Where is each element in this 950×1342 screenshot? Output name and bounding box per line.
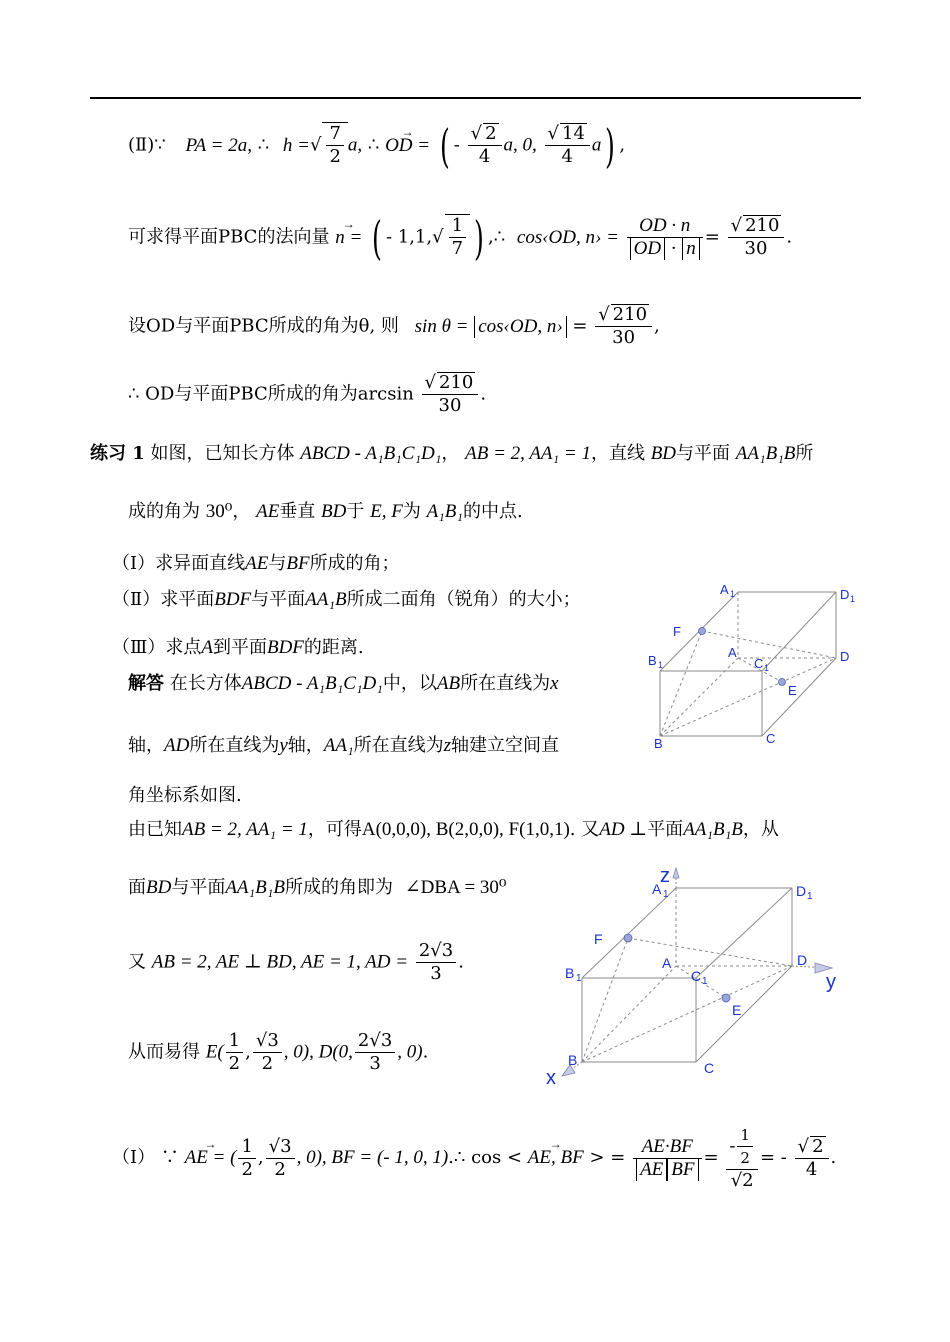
- svg-text:C: C: [754, 656, 764, 671]
- solution-head: 解答: [128, 673, 164, 694]
- exercise-line1: [90, 442, 813, 466]
- ad-den: 3: [430, 963, 442, 984]
- sqrt14: 14: [562, 123, 585, 144]
- s6: 轴，: [287, 735, 324, 756]
- frac-num: 1: [226, 1030, 243, 1053]
- ae-vec: → AE = (: [185, 1146, 237, 1170]
- part2-line: (Ⅱ)∵ PA = 2a, ∴ h =√ $\frac{7}{2}$ a, ∴ → OD = ( - $\frac{√ 2}{4}$ a, 0, $\frac{√ 14}{4}$ a) ,: [128, 122, 625, 182]
- s11: ，可得: [307, 819, 362, 840]
- cond2: AB = 2, AE ⊥ BD, AE = 1, AD =: [151, 951, 409, 973]
- n-vector-label: → n =: [335, 226, 362, 250]
- therefore: .∴ cos <: [448, 1147, 523, 1168]
- q-label: （Ⅱ）求平面: [112, 589, 215, 610]
- sep: ，: [441, 443, 460, 464]
- sqrt210: 210: [612, 304, 648, 325]
- svg-text:A: A: [662, 955, 672, 971]
- angle-line: 设OD与平面PBC所成的角为θ, 则 sin θ = cos‹OD, n› = $\frac{√ 210}{30}$ ,: [128, 304, 660, 348]
- condition: AB = 2, AA₁ = 1: [465, 443, 591, 464]
- od-mid: a, 0,: [503, 134, 537, 156]
- q-m1: A: [201, 637, 213, 658]
- cos-label: cos‹OD, n› =: [516, 226, 619, 248]
- ae: AE: [256, 501, 280, 522]
- solution-line4: [128, 818, 779, 842]
- q-m2: BDF: [266, 637, 304, 658]
- svg-text:1: 1: [576, 973, 582, 984]
- ad: AD: [164, 735, 190, 756]
- t10: 为: [402, 501, 421, 522]
- bd2: BD: [321, 501, 347, 522]
- final-line: （Ⅰ） ∵ → AE = ( $\frac{1}{2}$ , $\frac{√3}{2}$ , 0), BF = (- 1, 0, 1).∴ cos < → AE, BF > = $\frac{AE\cdot BF}{\text{AE BF}}$ = - $\frac{1}{2}$ √2 = - $\frac{√ 2}{4}$ .: [112, 1124, 836, 1192]
- frac-den: 2: [241, 1158, 253, 1180]
- box: ABCD - A₁B₁C₁D₁: [241, 673, 383, 694]
- svg-text:1: 1: [658, 660, 664, 670]
- t4: 与平面: [676, 443, 731, 464]
- dot-product: AE·BF: [633, 1136, 701, 1159]
- svg-text:B: B: [565, 965, 575, 981]
- s17: 所成的角即为: [284, 877, 393, 898]
- q-end: 的距离.: [303, 637, 364, 658]
- part-label: (Ⅱ): [128, 134, 155, 156]
- s13: 平面: [647, 819, 684, 840]
- q-end: 所成二面角（锐角）的大小；: [346, 589, 581, 610]
- q-m2: AA₁B: [305, 589, 347, 610]
- t5: 所: [795, 443, 814, 464]
- sqrt210: 210: [745, 215, 780, 236]
- abs-od: OD: [630, 238, 665, 260]
- s15: 面: [128, 877, 146, 898]
- sqrt210: 210: [439, 372, 474, 393]
- comma: ,: [619, 134, 626, 156]
- plane: AA₁B₁B: [683, 819, 743, 840]
- svg-text:F: F: [594, 931, 603, 947]
- vecs: → AE, BF: [528, 1146, 584, 1170]
- t11: 的中点.: [463, 501, 523, 522]
- svg-text:D: D: [796, 883, 807, 899]
- s16: 与平面: [171, 877, 226, 898]
- d-post: , 0): [397, 1041, 423, 1063]
- s2: 中，以: [382, 673, 437, 694]
- svg-text:C: C: [704, 1060, 715, 1076]
- dot: .: [830, 1147, 837, 1168]
- s3: 所在直线为: [460, 673, 551, 694]
- degree: 30⁰: [205, 501, 233, 522]
- bd: BD: [146, 877, 172, 898]
- frac-den: 2: [274, 1158, 286, 1180]
- svg-text:x: x: [546, 1067, 556, 1089]
- h-den: 2: [329, 146, 341, 167]
- den-4a: 4: [478, 146, 491, 167]
- abs-ae: AE: [636, 1159, 667, 1181]
- coordinate-diagram-bottom: [540, 862, 850, 1092]
- frac-num: √3: [253, 1030, 282, 1053]
- svg-text:1: 1: [730, 589, 736, 599]
- t8: 垂直: [279, 501, 316, 522]
- s5: 所在直线为: [189, 735, 280, 756]
- header-rule: [90, 97, 861, 99]
- exercise-title: 练习 1: [90, 443, 145, 464]
- frac-one: 1: [449, 215, 466, 238]
- t6: 成的角为: [128, 501, 200, 522]
- solution-line1: [128, 672, 559, 696]
- question-3: [112, 636, 364, 660]
- q-m1: BDF: [214, 589, 252, 610]
- two: 2: [740, 1149, 750, 1167]
- left-paren: (: [439, 118, 450, 173]
- y: y: [279, 735, 288, 756]
- od-after: a: [591, 134, 602, 156]
- q-label: （Ⅲ）求点: [112, 637, 202, 658]
- q-mid: 与平面: [251, 589, 306, 610]
- den-30: 30: [744, 238, 768, 259]
- therefore-symbol-2: ∴: [367, 134, 380, 156]
- frac-den: 3: [369, 1053, 381, 1074]
- svg-text:B: B: [568, 1052, 578, 1068]
- svg-text:D: D: [840, 649, 850, 664]
- frac-den: 2: [228, 1053, 241, 1074]
- svg-text:C: C: [691, 968, 702, 984]
- t7: ，: [232, 501, 251, 522]
- normal-text: 可求得平面PBC的法向量: [128, 226, 330, 248]
- conclusion-text: ∴ OD与平面PBC所成的角为arcsin: [128, 383, 414, 405]
- radical-sign: √: [309, 134, 322, 156]
- four: 4: [805, 1158, 818, 1180]
- solution-line7: 从而易得 E( $\frac{1}{2}$ , $\frac{√3}{2}$ , 0), D(0, $\frac{2√3}{3}$ , 0).: [128, 1030, 429, 1074]
- box-name: ABCD - A₁B₁C₁D₁: [300, 443, 442, 464]
- cos-num: OD · n: [627, 215, 703, 238]
- solution-line5: [128, 876, 507, 900]
- exercise-line2: [128, 500, 523, 524]
- box-diagram-top: [640, 578, 870, 758]
- h-num: 7: [326, 123, 343, 146]
- ef: E, F: [370, 501, 403, 522]
- svg-text:1: 1: [764, 663, 770, 673]
- q-mid: 到平面: [212, 637, 267, 658]
- neg-sign: -: [453, 134, 460, 156]
- question-1: [112, 552, 400, 576]
- points: A(0,0,0), B(2,0,0), F(1,0,1): [361, 819, 570, 840]
- sin-label: sin θ =: [414, 315, 469, 337]
- period: .: [786, 226, 793, 248]
- right-paren: ): [605, 118, 616, 173]
- den-30: 30: [438, 395, 462, 416]
- svg-text:1: 1: [663, 889, 669, 900]
- ab: AB: [436, 673, 461, 694]
- q-m2: BF: [286, 553, 310, 574]
- abs-bf: BF: [667, 1159, 698, 1181]
- svg-text:A: A: [652, 881, 662, 897]
- frac-num: 1: [238, 1136, 255, 1159]
- svg-text:1: 1: [807, 891, 813, 902]
- svg-text:D: D: [840, 587, 850, 602]
- pa-expr: PA = 2a,: [185, 134, 252, 156]
- aa1: AA₁: [323, 735, 354, 756]
- svg-text:1: 1: [702, 976, 708, 987]
- because-symbol: ∵: [154, 134, 166, 156]
- z: z: [443, 735, 451, 756]
- h-after: a,: [347, 134, 363, 156]
- bd: BD: [650, 443, 677, 464]
- frac-den: 2: [261, 1053, 274, 1074]
- comma: ,: [654, 315, 660, 337]
- period: .: [480, 383, 487, 405]
- frac-num: √3: [266, 1136, 295, 1159]
- final-mid: , 0), BF = (- 1, 0, 1): [296, 1147, 449, 1168]
- a1b1: A₁B₁: [426, 501, 463, 522]
- normal-line: 可求得平面PBC的法向量 → n = ( - 1,1,√ $\frac{1}{7}$ ) ,∴ cos‹OD, n› = $\frac{OD \cdot n}{OD \cdot n}$ = $\frac{√ 210}{30}$ .: [128, 214, 792, 261]
- sqrt2: 2: [485, 123, 497, 144]
- plane2: AA₁B₁B: [225, 877, 285, 898]
- s9: 角坐标系如图.: [128, 785, 242, 806]
- q-m1: AE: [245, 553, 269, 574]
- od-vector-label: → OD =: [385, 134, 430, 158]
- exercise-t1: 如图，已知长方体: [150, 443, 295, 464]
- angle: ∠DBA = 30⁰: [404, 877, 507, 898]
- s1: 在长方体: [169, 673, 242, 694]
- solution-line6: [128, 940, 464, 985]
- svg-text:A: A: [720, 582, 729, 597]
- e-post: , 0), D(0,: [283, 1041, 353, 1063]
- cond: AB = 2, AA₁ = 1: [182, 819, 308, 840]
- den-30: 30: [612, 327, 636, 348]
- svg-text:C: C: [766, 731, 776, 746]
- t3: ，直线: [590, 443, 645, 464]
- final-label: （Ⅰ）: [112, 1147, 156, 1168]
- plane: AA₁B₁B: [735, 443, 796, 464]
- angle-text: 设OD与平面PBC所成的角为θ, 则: [128, 315, 399, 337]
- h-label: h =: [282, 134, 310, 156]
- s10: 由已知: [128, 819, 182, 840]
- eq2: = -: [759, 1147, 787, 1168]
- svg-text:E: E: [732, 1002, 742, 1018]
- e-pre: E(: [205, 1041, 224, 1063]
- solution-line3: [128, 784, 242, 808]
- s4: 轴，: [128, 735, 164, 756]
- s14: ，从: [742, 819, 779, 840]
- because: ∵: [160, 1147, 179, 1168]
- therefore-symbol: ∴: [257, 134, 270, 156]
- abs-cos: cos‹OD, n›: [474, 316, 566, 338]
- s19: 从而易得: [128, 1041, 200, 1063]
- q-label: （Ⅰ）求异面直线: [112, 553, 246, 574]
- svg-text:z: z: [660, 865, 670, 887]
- s8: 轴建立空间直: [451, 735, 559, 756]
- s18: 又: [128, 951, 146, 973]
- x: x: [550, 673, 559, 694]
- n-values: - 1,1,: [385, 226, 433, 248]
- gt: > =: [589, 1147, 626, 1168]
- neg: -: [729, 1135, 736, 1157]
- svg-text:F: F: [673, 624, 681, 639]
- abs-n: n: [682, 238, 700, 260]
- r2: √2: [730, 1170, 754, 1191]
- one: 1: [737, 1124, 753, 1147]
- frac-seven: 7: [451, 238, 464, 259]
- sqrt2: 2: [812, 1135, 824, 1157]
- eq: =: [703, 1147, 719, 1168]
- left-paren: (: [372, 210, 382, 265]
- dot: .: [458, 951, 464, 973]
- s7: 所在直线为: [353, 735, 444, 756]
- svg-text:A: A: [728, 645, 737, 660]
- frac-num: 2√3: [355, 1030, 395, 1053]
- q-mid: 与: [268, 553, 287, 574]
- svg-text:B: B: [648, 653, 657, 668]
- solution-line2: [128, 734, 559, 758]
- svg-text:1: 1: [850, 594, 856, 604]
- svg-text:D: D: [797, 952, 808, 968]
- q-end: 所成的角；: [309, 553, 400, 574]
- den-4b: 4: [561, 146, 573, 167]
- svg-text:y: y: [826, 971, 836, 993]
- conclusion-line: ∴ OD与平面PBC所成的角为arcsin $\frac{√ 210}{30}$ .: [128, 372, 487, 416]
- svg-text:E: E: [788, 683, 797, 698]
- s12: . 又: [569, 819, 600, 840]
- question-2: [112, 588, 581, 612]
- perp: AD ⊥: [599, 819, 648, 840]
- right-paren: ): [474, 210, 484, 265]
- svg-text:B: B: [654, 736, 663, 751]
- t9: 于: [346, 501, 365, 522]
- ad-num: 2√3: [416, 940, 456, 963]
